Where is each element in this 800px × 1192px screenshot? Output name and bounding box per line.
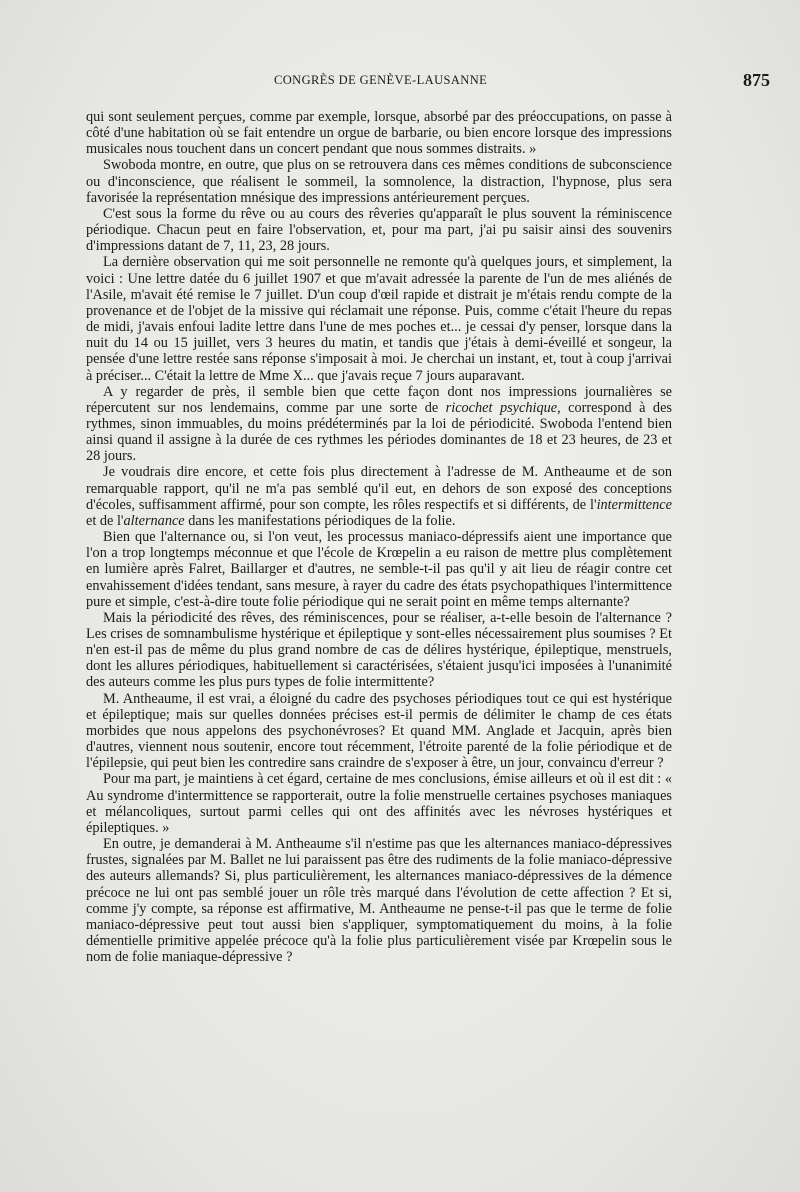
italic-term: ricochet psychique xyxy=(445,399,558,416)
paragraph: M. Antheaume, il est vrai, a éloigné du cadre des psychoses périodiques tout ce qui est hystérique et épileptique; mais sur quelles données précises est-il permis de délimiter le champ de ces états morbides que nous appelons des psychonévroses? Et quand MM. Anglade et Jacquin, après bien d'autres, viennent nous soutenir, encore tout récemment, l'étroite parenté de la folie périodique et de l'épilepsie, qui peut bien les contredire sans craindre de s'exposer à être, un jour, convaincu d'erreur ? xyxy=(86,690,672,772)
page-number: 875 xyxy=(743,70,770,90)
paragraph: Pour ma part, je maintiens à cet égard, certaine de mes conclusions, émise ailleurs et où il est dit : « Au syndrome d'intermittence se rapporterait, outre la folie menstruelle certaines psychoses maniaques et mélancoliques, surtout parmi celles qui ont des affinités avec les névroses hystériques et épileptiques. » xyxy=(86,771,672,836)
body-text xyxy=(86,109,672,965)
paragraph: C'est sous la forme du rêve ou au cours des rêveries qu'apparaît le plus souvent la réminiscence périodique. Chacun peut en faire l'observation, et, pour ma part, j'ai pu saisir ainsi des souvenirs d'impressions datant de 7, 11, 23, 28 jours. xyxy=(86,205,672,255)
paragraph: Bien que l'alternance ou, si l'on veut, les processus maniaco-dépressifs aient une importance que l'on a trop longtemps méconnue et que l'école de Krœpelin a eu raison de mettre plus complètement en lumière après Falret, Baillarger et d'autres, ne semble-t-il pas qu'il y ait lieu de réagir contre cet envahissement d'idées tendant, sans mesure, à rayer du cadre des états psychopathiques l'intermittence pure et simple, c'est-à-dire toute folie périodique qui ne serait point en même temps alternante? xyxy=(86,529,672,610)
running-title: CONGRÈS DE GENÈVE-LAUSANNE xyxy=(274,73,488,87)
italic-term: alternance xyxy=(123,512,185,529)
paragraph: Je voudrais dire encore, et cette fois plus directement à l'adresse de M. Antheaume et de son remarquable rapport, qu'il ne m'a pas semblé qu'il eut, en dehors de son exposé des conceptions d'écoles, suffisamment affirmé, pour son compte, les rôles respectifs et si différents, de l'intermittence et de l'alternance dans les manifestations périodiques de la folie. xyxy=(86,464,672,529)
paragraph: Swoboda montre, en outre, que plus on se retrouvera dans ces mêmes conditions de subconscience ou d'inconscience, que réalisent le sommeil, la somnolence, la distraction, l'hypnose, plus sera favorisée la représentation mnésique des impressions antérieurement perçues. xyxy=(86,157,672,206)
paragraph: A y regarder de près, il semble bien que cette façon dont nos impressions journalières se répercutent sur nos lendemains, comme par une sorte de ricochet psychique, correspond à des rythmes, sinon immuables, du moins prédéterminés par la loi de périodicité. Swoboda l'entend bien ainsi quand il assigne à la durée de ces rythmes les périodes dominantes de 18 et 23 heures, de 23 et 28 jours. xyxy=(86,383,672,465)
italic-term: intermittence xyxy=(596,496,672,513)
paragraph: En outre, je demanderai à M. Antheaume s'il n'estime pas que les alternances maniaco-dépressives frustes, signalées par M. Ballet ne lui paraissent pas être des rudiments de la folie maniaco-dépressive des auteurs allemands? Si, plus particulièrement, les alternances maniaco-dépressives de la démence précoce ne lui ont pas semblé jouer un rôle très marqué dans l'évolution de cette affection ? Et si, comme j'y compte, sa réponse est affirmative, M. Antheaume ne pense-t-il pas que le terme de folie maniaco-dépressive peut tout aussi bien s'appliquer, symptomatiquement du moins, à la folie démentielle primitive appelée précoce qu'à la folie plus particulièrement visée par Krœpelin sous le nom de folie maniaque-dépressive ? xyxy=(86,836,672,966)
paragraph: Mais la périodicité des rêves, des réminiscences, pour se réaliser, a-t-elle besoin de l'alternance ? Les crises de somnambulisme hystérique et épileptique y sont-elles nécessairement plus soumises ? Et n'en est-il pas de même du plus grand nombre de cas de délires hystérique, épileptique, menstruels, dont les allures périodiques, habituellement si caractérisées, s'étaient jusqu'ici imposées à l'unanimité des auteurs comme les plus purs types de folie intermittente? xyxy=(86,609,672,691)
paragraph: qui sont seulement perçues, comme par exemple, lorsque, absorbé par des préoccupations, on passe à côté d'une habitation où se fait entendre un orgue de barbarie, ou bien encore lorsque des impressions musicales nous touchent dans un concert pendant que nous sommes distraits. » xyxy=(86,109,672,158)
paragraph: La dernière observation qui me soit personnelle ne remonte qu'à quelques jours, et simplement, la voici : Une lettre datée du 6 juillet 1907 et que m'avait adressée la parente de l'un de mes aliénés de l'Asile, m'avait été remise le 7 juillet. D'un coup d'œil rapide et distrait je m'étais rendu compte de la provenance et de l'objet de la missive qui réclamait une réponse. Puis, comme c'était l'heure du repas de midi, j'avais enfoui ladite lettre dans l'une de mes poches et... je cessai d'y penser, lorsque dans la nuit du 14 ou 15 juillet, vers 3 heures du matin, et tandis que j'étais à demi-éveillé et songeur, la pensée d'une lettre restée sans réponse s'imposait à moi. Je cherchai un instant, et, tout à coup j'arrivai à préciser... C'était la lettre de Mme X... que j'avais reçue 7 jours auparavant. xyxy=(86,254,672,384)
page-header xyxy=(86,70,770,95)
